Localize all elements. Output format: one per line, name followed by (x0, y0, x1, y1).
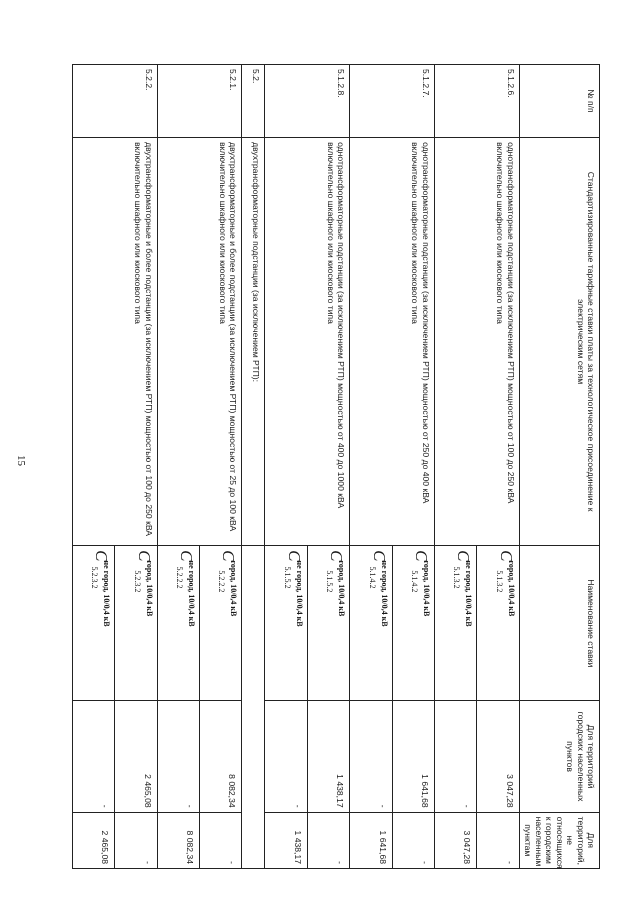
rate-superscript: город, 10/0,4 кВ (421, 560, 431, 617)
city-value: 1 438,17 (307, 701, 349, 812)
rate-superscript: город, 10/0,4 кВ (229, 560, 239, 617)
rate-formula: Cгород, 10/0,4 кВ5.2.3.2 (115, 546, 157, 701)
row-number: 5.2. (242, 65, 265, 138)
rate-subscript: 5.2.2.2 (175, 566, 185, 589)
rate-subscript: 5.1.4.2 (367, 566, 377, 589)
rate-formula: Cгород, 10/0,4 кВ5.1.4.2 (392, 546, 434, 701)
header-noncity: Для территорий, не относящихся к городским населенным пунктам (519, 812, 599, 868)
rate-superscript: не город, 10/0,4 кВ (464, 560, 474, 627)
header-num: № п/п (519, 65, 599, 138)
noncity-value: - (200, 812, 242, 868)
rate-subscript: 5.1.5.2 (325, 570, 335, 593)
rate-subscript: 5.1.5.2 (282, 566, 292, 589)
rate-superscript: не город, 10/0,4 кВ (102, 560, 112, 627)
header-rate-name: Наименование ставки (519, 546, 599, 701)
tariff-table (72, 64, 600, 869)
group-description: двухтрансформаторные подстанции (за исключением РТП): (242, 138, 265, 546)
noncity-value: 8 082,34 (157, 812, 199, 868)
rate-formula: Cне город, 10/0,4 кВ5.2.3.2 (73, 546, 115, 701)
city-value: 8 082,34 (200, 701, 242, 812)
noncity-value: - (477, 812, 519, 868)
noncity-value: - (392, 812, 434, 868)
rate-formula: Cгород, 10/0,4 кВ5.1.3.2 (477, 546, 519, 701)
row-description: однотрансформаторные подстанции (за исключением РТП) мощностью от 100 до 250 кВА включительно шкафного или киоскового типа (434, 138, 519, 546)
rate-formula: Cне город, 10/0,4 кВ5.1.3.2 (434, 546, 476, 701)
rotated-table-container (72, 64, 600, 869)
rate-formula: Cне город, 10/0,4 кВ5.2.2.2 (157, 546, 199, 701)
row-number: 5.1.2.7. (350, 65, 435, 138)
group-row (242, 65, 265, 869)
rate-superscript: не город, 10/0,4 кВ (294, 560, 304, 627)
rate-formula: Cгород, 10/0,4 кВ5.2.2.2 (200, 546, 242, 701)
page-number: 15 (15, 455, 27, 466)
city-value: 3 047,28 (477, 701, 519, 812)
noncity-value: 1 438,17 (265, 812, 307, 868)
rate-superscript: город, 10/0,4 кВ (144, 560, 154, 617)
rate-superscript: не город, 10/0,4 кВ (379, 560, 389, 627)
city-value: - (157, 701, 199, 812)
rate-subscript: 5.1.4.2 (409, 570, 419, 593)
rate-superscript: город, 10/0,4 кВ (506, 560, 516, 617)
header-description: Стандартизированные тарифные ставки платы за технологическое присоединение к электрическим сетям (519, 138, 599, 546)
rate-subscript: 5.2.3.2 (90, 566, 100, 589)
table-row (115, 65, 157, 869)
row-description: двухтрансформаторные и более подстанции (за исключением РТП) мощностью от 25 до 100 кВА включительно шкафного или киоскового типа (157, 138, 242, 546)
city-value: - (434, 701, 476, 812)
rate-formula: Cгород, 10/0,4 кВ5.1.5.2 (307, 546, 349, 701)
row-number: 5.2.2. (73, 65, 158, 138)
rate-subscript: 5.2.3.2 (132, 570, 142, 593)
header-city: Для территорий городских населенных пунктов (519, 701, 599, 812)
city-value: 1 641,68 (392, 701, 434, 812)
table-row (392, 65, 434, 869)
noncity-value: 1 641,68 (350, 812, 392, 868)
city-value: 2 465,08 (115, 701, 157, 812)
row-number: 5.2.1. (157, 65, 242, 138)
table-row (477, 65, 519, 869)
table-row (200, 65, 242, 869)
rate-subscript: 5.1.3.2 (494, 570, 504, 593)
table-row (307, 65, 349, 869)
rate-formula: Cне город, 10/0,4 кВ5.1.5.2 (265, 546, 307, 701)
rate-formula: Cне город, 10/0,4 кВ5.1.4.2 (350, 546, 392, 701)
noncity-value: - (307, 812, 349, 868)
row-number: 5.1.2.8. (265, 65, 350, 138)
table-header-row (519, 65, 599, 869)
noncity-value: 3 047,28 (434, 812, 476, 868)
noncity-value: - (115, 812, 157, 868)
row-description: однотрансформаторные подстанции (за исключением РТП) мощностью от 250 до 400 кВА включительно шкафного или киоскового типа (350, 138, 435, 546)
rate-subscript: 5.2.2.2 (217, 570, 227, 593)
row-description: однотрансформаторные подстанции (за исключением РТП) мощностью от 400 до 1000 кВА включительно шкафного или киоскового типа (265, 138, 350, 546)
row-number: 5.1.2.6. (434, 65, 519, 138)
rate-subscript: 5.1.3.2 (452, 566, 462, 589)
noncity-value: 2 465,08 (73, 812, 115, 868)
city-value: - (350, 701, 392, 812)
city-value: - (73, 701, 115, 812)
rate-superscript: город, 10/0,4 кВ (337, 560, 347, 617)
row-description: двухтрансформаторные и более подстанции (за исключением РТП) мощностью от 100 до 250 кВА включительно шкафного или киоскового типа (73, 138, 158, 546)
rate-superscript: не город, 10/0,4 кВ (187, 560, 197, 627)
city-value: - (265, 701, 307, 812)
